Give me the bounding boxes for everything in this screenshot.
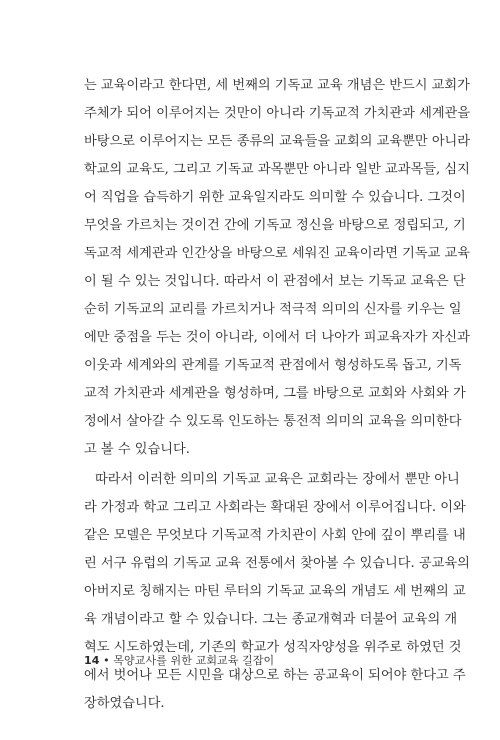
text-line: 정에서 살아갈 수 있도록 인도하는 통전적 의미의 교육을 의미한다 <box>84 414 462 429</box>
text-line: 어 직업을 습득하기 위한 교육일지라도 의미할 수 있습니다. 그것이 <box>84 190 466 205</box>
paragraph-2 <box>84 466 470 718</box>
text-line: 무엇을 가르치는 것이건 간에 기독교 정신을 바탕으로 정립되고, 기 <box>84 218 466 233</box>
text-line: 혁도 시도하였는데, 기존의 학교가 성직자양성을 위주로 하였던 것 <box>84 640 462 655</box>
text-line: 고 볼 수 있습니다. <box>84 442 190 457</box>
text-line: 아버지로 칭해지는 마틴 루터의 기독교 교육의 개념도 세 번째의 교 <box>84 584 466 599</box>
text-line: 장하였습니다. <box>84 696 165 711</box>
text-line: 독교적 세계관과 인간상을 바탕으로 세워진 교육이라면 기독교 교육 <box>84 246 471 261</box>
page-footer <box>84 652 274 668</box>
text-line: 순히 기독교의 교리를 가르치거나 적극적 의미의 신자를 키우는 일 <box>84 302 462 317</box>
running-title: 목양교사를 위한 교회교육 길잡이 <box>113 654 275 667</box>
text-line: 학교의 교육도, 그리고 기독교 과목뿐만 아니라 일반 교과목들, 심지 <box>84 162 470 177</box>
text-line: 바탕으로 이루어지는 모든 종류의 교육들을 교회의 교육뿐만 아니라 <box>84 134 471 149</box>
page-body <box>84 72 471 718</box>
text-line: 육 개념이라고 할 수 있습니다. 그는 종교개혁과 더불어 교육의 개 <box>84 612 458 627</box>
page-number: 14 <box>84 654 100 667</box>
text-line: 같은 모델은 무엇보다 기독교적 가치관이 사회 안에 깊이 뿌리를 내 <box>84 528 466 543</box>
text-line: 따라서 이러한 의미의 기독교 교육은 교회라는 장에서 뿐만 아니 <box>95 472 460 487</box>
text-line: 주체가 되어 이루어지는 것만이 아니라 기독교적 가치관과 세계관을 <box>84 106 471 121</box>
text-line: 라 가정과 학교 그리고 사회라는 확대된 장에서 이루어집니다. 이와 <box>84 500 466 515</box>
text-line: 는 교육이라고 한다면, 세 번째의 기독교 교육 개념은 반드시 교회가 <box>84 78 470 93</box>
text-line: 이웃과 세계와의 관계를 기독교적 관점에서 형성하도록 돕고, 기독 <box>84 358 462 373</box>
footer-separator: • <box>103 654 110 667</box>
paragraph-1 <box>84 72 471 464</box>
text-line: 에서 벗어나 모든 시민을 대상으로 하는 공교육이 되어야 한다고 주 <box>84 668 466 683</box>
text-line: 이 될 수 있는 것입니다. 따라서 이 관점에서 보는 기독교 교육은 단 <box>84 274 466 289</box>
text-line: 에만 중점을 두는 것이 아니라, 이에서 더 나아가 피교육자가 자신과 <box>84 330 470 345</box>
text-line: 린 서구 유럽의 기독교 교육 전통에서 찾아볼 수 있습니다. 공교육의 <box>84 556 470 571</box>
text-line: 교적 가치관과 세계관을 형성하며, 그를 바탕으로 교회와 사회와 가 <box>84 386 466 401</box>
